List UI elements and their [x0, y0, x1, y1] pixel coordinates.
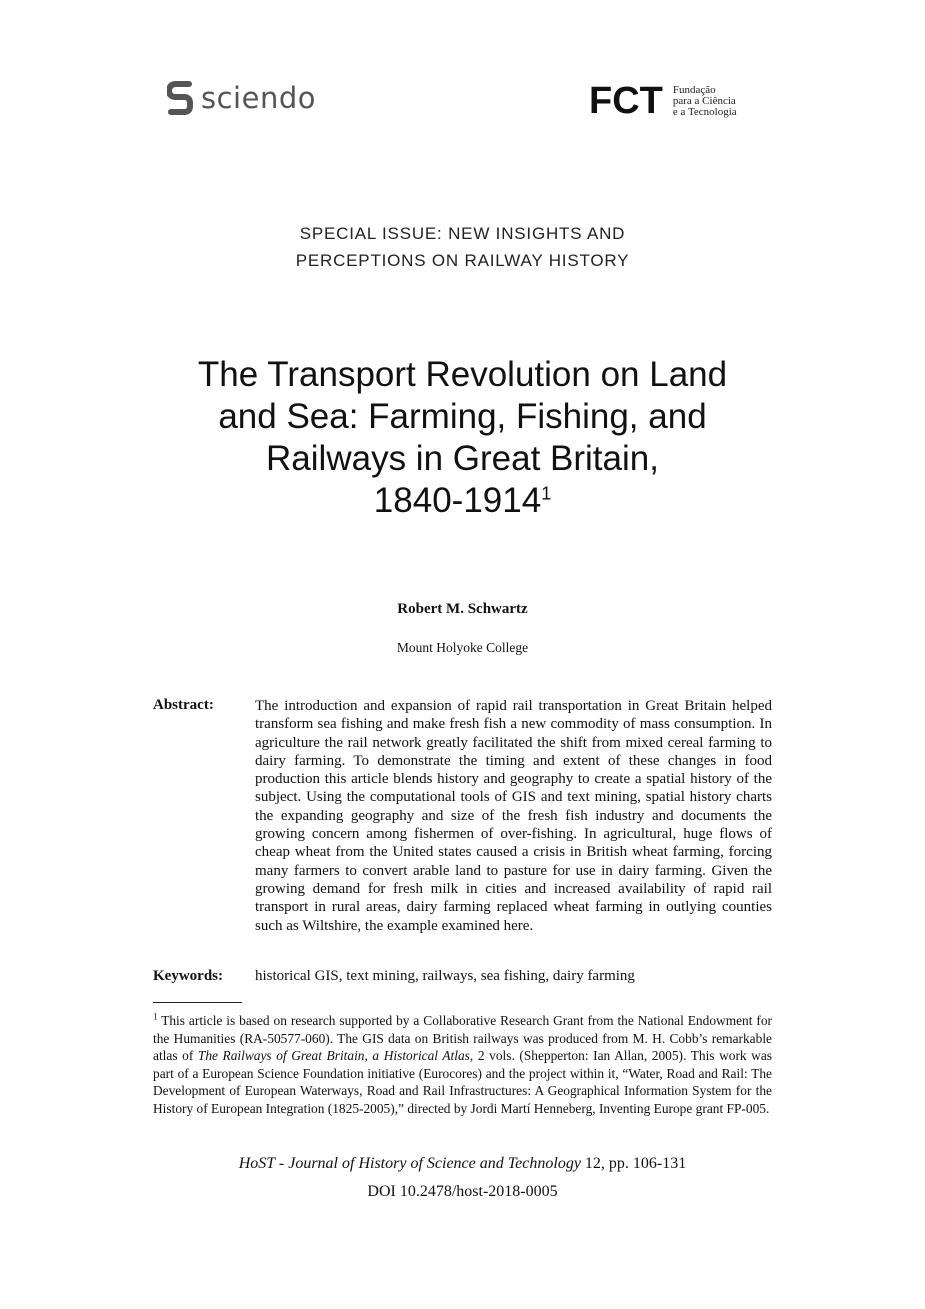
title-footnote-marker[interactable]: 1 — [541, 483, 552, 504]
journal-pages: 12, pp. 106-131 — [580, 1155, 687, 1172]
footnote: $^1$ This article is based on research supported by a Collaborative Research Grant from the National Endowment for the Humanities (RA-50577-060). The GIS data on British railways was produced from M. H. Cobb’s remarkable atlas of The Railways of Great Britain, a Historical Atlas, 2 vols. (Shepperton: Ian Allan, 2005). This work was part of a European Science Foundation initiative (Eurocores) and the project within it, “Water, Road and Rail: The Development of European Waterways, Road and Rail Infrastructures: A Geographical Information System for the History of European Integration (1825-2005),” directed by Jordi Martí Henneberg, Inventing Europe grant FP-005. — [153, 1011, 773, 1116]
fct-logo — [589, 82, 737, 120]
fct-mark: FCT — [589, 80, 663, 122]
sciendo-s-icon — [167, 80, 193, 116]
author-name: Robert M. Schwartz — [397, 601, 528, 617]
journal-citation — [0, 1155, 925, 1173]
footnote-marker: 1 — [153, 1011, 158, 1022]
keywords-text: historical GIS, text mining, railways, sea fishing, dairy farming — [255, 968, 635, 984]
footnote-divider — [153, 1002, 242, 1003]
atlas-title: The Railways of Great Britain, a Historical Atlas — [197, 1048, 470, 1064]
article-title: The Transport Revolution on Land and Sea: Farming, Fishing, and Railways in Great Britain, 1840-1914$^1$ — [197, 355, 728, 520]
abstract-label: Abstract: — [153, 697, 214, 713]
abstract-text: The introduction and expansion of rapid rail transportation in Great Britain helped transform sea fishing and make fresh fish a new commodity of mass consumption. In agriculture the rail network greatly facilitated the shift from mixed cereal farming to dairy farming. To demonstrate the timing and extent of these changes in food production this article blends history and geography to create a spatial history of the subject. Using the computational tools of GIS and text mining, spatial history charts the expanding geography and size of the fresh fish industry and documents the growing concern among fishermen of over-fishing. In agricultural, huge flows of cheap wheat from the United states caused a crisis in British wheat farming, forcing many farmers to convert arable land to pasture for use in dairy farming. Given the growing demand for fresh milk in cities and increased availability of rapid rail transport in rural areas, dairy farming replaced wheat farming in outlying counties such as Wiltshire, the example examined here. — [255, 698, 772, 934]
fct-subtitle: Fundação para a Ciência e a Tecnologia — [672, 83, 737, 118]
doi[interactable]: DOI 10.2478/host-2018-0005 — [367, 1183, 558, 1200]
special-issue-heading: SPECIAL ISSUE: NEW INSIGHTS AND PERCEPTIONS ON RAILWAY HISTORY — [295, 224, 630, 270]
sciendo-wordmark: sciendo — [201, 81, 316, 115]
sciendo-logo — [167, 78, 316, 118]
keywords-label: Keywords: — [153, 968, 223, 984]
author-affiliation: Mount Holyoke College — [396, 640, 529, 655]
journal-name: HoST - Journal of History of Science and Technology — [238, 1155, 581, 1172]
